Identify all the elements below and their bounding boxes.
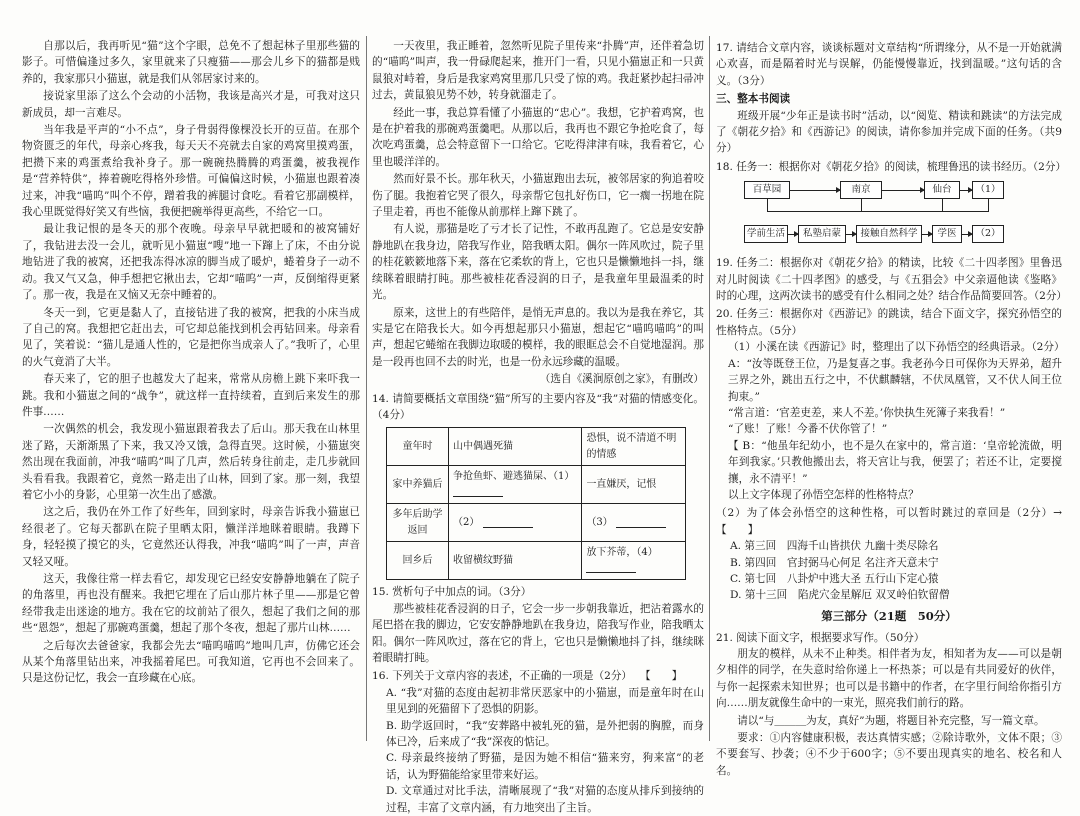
option-d: D. 文章通过对比手法，清晰展现了“我”对猫的态度从排斥到接纳的过程，丰富了文章内涵，有力地突出了主旨。 xyxy=(386,785,704,814)
flow-connector xyxy=(942,199,943,211)
answer-blank[interactable] xyxy=(449,504,582,542)
question-14: 14. 请简要概括文章围绕“猫”所写的主要内容及“我”对猫的情感变化。（4分） xyxy=(372,392,704,421)
table-cell: 回乡后 xyxy=(387,542,449,580)
table-cell-text: （2） xyxy=(453,517,480,529)
flow-arrow xyxy=(962,234,972,235)
paragraph: 春天来了，它的胆子也越发大了起来，常常从房檐上跳下来吓我一跳。我和小猫崽之间的“战争”，就这样一直持续着，直到后来发生的那件事…… xyxy=(22,373,360,418)
option-a: A. “我”对猫的态度由起初非常厌恶家中的小猫崽，而是童年时在山里见到的死猫留下了恐惧的阴影。 xyxy=(386,686,704,716)
flow-arrow xyxy=(790,190,840,191)
blank-line xyxy=(616,518,666,528)
table-cell: 收留横纹野猫 xyxy=(449,542,582,580)
table-cell: 多年后助学返回 xyxy=(387,504,449,542)
flow-arrow xyxy=(846,234,856,235)
reading-column-middle xyxy=(372,38,704,814)
flow-connector xyxy=(861,199,862,211)
flow-box: 接触自然科学 xyxy=(856,225,922,243)
option-d: D. 第十三回 陷虎穴金星解厄 双叉岭伯钦留僧 xyxy=(730,589,950,602)
table-cell: 童年时 xyxy=(387,428,449,466)
option-c: C. 第七回 八卦炉中逃大圣 五行山下定心猿 xyxy=(730,572,939,585)
flow-arrow xyxy=(960,190,972,191)
flow-arrow xyxy=(882,190,924,191)
question-14-table xyxy=(386,427,686,580)
table-row xyxy=(387,542,686,580)
paragraph: 自那以后，我再听见“猫”这个字眼，总免不了想起林子里那些猫的影子。可惜偏逢过多久，家里就来了只瘦猫——那会儿乡下的猫都是贱养的，我家那只小猫崽，就是我们从邻居家讨来的。 xyxy=(22,40,360,85)
blank-line xyxy=(453,487,503,497)
quote-a-line: “了账！了账！今番不伏你管了！” xyxy=(728,423,888,436)
table-row xyxy=(387,466,686,504)
option-c: C. 母亲最终接纳了野猫，是因为她不相信“猫来穷，狗来富”的老话，认为野猫能给家里带来好运。 xyxy=(386,752,704,781)
writing-task: 请以“与＿＿＿为友，真好”为题，将题目补充完整，写一篇文章。 xyxy=(737,714,1045,727)
question-20-part-1-prompt: 以上文字体现了孙悟空怎样的性格特点？ xyxy=(728,488,919,501)
paragraph: 原来，这世上的有些陪伴，是悄无声息的。我以为是我在养它，其实是它在陪我长大。如今再想起那只小猫崽，想起它“喵呜喵呜”的叫声，想起它蜷缩在我脚边取暖的模样，我的眼眶总会不自觉地湿润。那是一段再也回不去的时光，也是一份永远珍藏的温暖。 xyxy=(372,306,704,368)
table-cell: 山中偶遇死猫 xyxy=(449,428,582,466)
flow-connector xyxy=(767,199,768,211)
flow-box: 仙台 xyxy=(924,181,960,199)
answer-box[interactable]: （1） xyxy=(972,181,1004,199)
table-cell-text: 放下芥蒂，（4） xyxy=(586,547,658,559)
paragraph: 然而好景不长。那年秋天，小猫崽跑出去玩，被邻居家的狗追着咬伤了腿。我抱着它哭了很久，母亲帮它包扎好伤口，它一瘸一拐地在院子里走着，再也不能像从前那样上蹿下跳了。 xyxy=(372,173,704,219)
table-cell: 一直嫌厌，记恨 xyxy=(582,466,686,504)
flow-box: 南京 xyxy=(840,181,882,199)
paragraph: 这天，我像往常一样去看它，却发现它已经安安静静地躺在了院子的角落里，再也没有醒来。我把它埋在了后山那片林子里——那是它曾经带我走出迷途的地方。我在它的坟前站了很久，想起了我们之间的那些“恩怨”，想起了那碗鸡蛋羹，想起了那个冬夜，想起了那片山林…… xyxy=(22,573,360,635)
question-19: 19. 任务二：根据你对《朝花夕拾》的精读，比较《二十四孝图》里鲁迅对儿时阅读《二十四孝图》的感受，与《五猖会》中父亲逼他读《鉴略》时的心理，这两次读书的感受有什么相同之处？结合作品简要回答。（2分） xyxy=(716,257,1068,303)
question-20: 20. 任务三：根据你对《西游记》的跳读，结合下面文字，探究孙悟空的性格特点。（5分） xyxy=(716,308,1062,337)
question-18: 18. 任务一：根据你对《朝花夕拾》的阅读，梳理鲁迅的读书经历。（2分） xyxy=(716,160,1067,173)
paragraph: 一次偶然的机会，我发现小猫崽跟着我去了后山。那天我在山林里迷了路，天渐渐黑了下来，我又冷又饿，急得直哭。这时候，小猫崽突然出现在我面前，冲我“喵呜”叫了几声，然后转身往前走，走几步就回头看看我。我跟着它，竟然一路走出了山林，回到了家。那一刻，我望着它小小的身影，心里第一次生出了感激。 xyxy=(22,423,360,501)
paragraph: 一天夜里，我正睡着，忽然听见院子里传来“扑腾”声，还伴着急切的“喵呜”叫声，我一骨碌爬起来，推开门一看，只见小猫崽正和一只黄鼠狼对峙着，身后是我家鸡窝里那几只受了惊的鸡。我赶紧抄起扫帚冲过去，黄鼠狼见势不妙，转身就溜走了。 xyxy=(372,40,704,102)
table-cell: 恐惧，说不清道不明的情感 xyxy=(582,428,686,466)
answer-blank[interactable] xyxy=(582,542,686,580)
question-16 xyxy=(372,668,704,684)
answer-blank[interactable] xyxy=(449,466,582,504)
question-20-part-2: （2）为了体会孙悟空的这种性格，可以暂时跳过的章回是（2分）→【 】 xyxy=(716,507,1062,536)
question-15: 15. 赏析句子中加点的词。（3分） xyxy=(372,586,532,599)
question-column-right xyxy=(716,38,1068,777)
section-intro: 班级开展“少年正是读书时”活动，以“阅览、精读和跳读”的方法完成了《朝花夕拾》和《西游记》的阅读，请你参加并完成下面的任务。（共9分） xyxy=(716,109,1062,155)
column-divider xyxy=(366,36,367,741)
table-row xyxy=(387,428,686,466)
quote-a: A：“汝等既登王位，乃是复喜之事。我老孙今日可保你为天界弟，超升三界之外，跳出五行之中，不伏麒麟辖，不伏凤凰管，又不伏人间王位拘束。” xyxy=(728,357,1062,403)
section-heading: 三、整本书阅读 xyxy=(716,93,791,106)
table-row xyxy=(387,504,686,542)
flow-box: 私塾启蒙 xyxy=(798,225,846,243)
question-16-stem: 16. 下列关于文章内容的表述，不正确的一项是（2分） xyxy=(372,670,633,683)
flow-arrow xyxy=(788,234,798,235)
flow-box: 百草园 xyxy=(744,181,790,199)
option-b: B. 助学返回时，“我”安葬路中被轧死的猫，是外把弱的胸膛，而身体已冷，后来成了“我”深夜的惦记。 xyxy=(386,719,704,748)
flow-connector xyxy=(767,211,989,212)
paragraph: 当年我是平声的“小不点”，身子骨弱得像棵没长开的豆苗。在那个物资匮乏的年代，母亲心疼我，每天天不亮就去自家的鸡窝里摸鸡蛋，把攒下来的鸡蛋煮给我补身子。那一碗碗热腾腾的鸡蛋羹，被我视作是“营养特供”，捧着碗吃得格外珍惜。可偏偏这时候，小猫崽也跟着凑过来，冲我“喵呜”叫个不停，蹭着我的裤腿讨食吃。看着它那副模样，我心里既觉得好笑又有些恼，我便把碗举得更高些，不给它一口。 xyxy=(22,124,360,219)
writing-requirements: 要求：①内容健康积极，表达真情实感；②除诗歌外，文体不限；③不要套写、抄袭；④不少于600字；⑤不要出现真实的地名、校名和人名。 xyxy=(716,732,1062,777)
table-cell: 家中养猫后 xyxy=(387,466,449,504)
paragraph: 最让我记恨的是冬天的那个夜晚。母亲早早就把暖和的被窝铺好了，我钻进去没一会儿，就听见小猫崽“嗖”地一下蹿上了床，不由分说地钻进了我的被窝，还把我冻得冰凉的脚当成了暖炉，蜷着身子一动不动。我又气又急，伸手想把它揪出去，它却“喵呜”一声，反倒缩得更紧了。那一夜，我是在又恼又无奈中睡着的。 xyxy=(22,223,360,302)
paragraph: 之后每次去爸爸家，我都会先去“喵呜喵呜”地叫几声，仿佛它还会从某个角落里钻出来，冲我摇着尾巴。可我知道，它再也不会回来了。只是这份记忆，我会一直珍藏在心底。 xyxy=(22,639,360,685)
part-three-heading: 第三部分（21题 50分） xyxy=(821,608,957,623)
quote-b xyxy=(716,438,1062,487)
question-15-text: 那些被桂花香浸润的日子，它会一步一步朝我靠近，把沾着露水的尾巴搭在我的脚边，它安安静静地趴在我身边，陪我写作业，陪我晒太阳。偶尔一阵风吹过，落在它的背上，它也只是懒懒地抖了抖，继续眯着眼睛打盹。 xyxy=(372,602,704,664)
quote-b-text: B：“他虽年纪幼小，也不是久在家中的，常言道：‘皇帝轮流做，明年到我家。’只教他搬出去，将天宫让与我，便罢了；若还不让，定要搅攘，永不清平！” xyxy=(728,439,1062,485)
blank-line xyxy=(483,518,533,528)
paragraph: 经此一事，我总算看懂了小猫崽的“忠心”。我想，它护着鸡窝，也是在护着我的那碗鸡蛋羹吧。从那以后，我再也不跟它争抢吃食了，每次吃鸡蛋羹，总会特意留下一口给它。它吃得津津有味，我看着它，心里也暖洋洋的。 xyxy=(372,106,704,168)
flow-box: 学前生活 xyxy=(744,225,788,243)
answer-bracket[interactable]: 【 】 xyxy=(640,670,683,683)
flow-arrow xyxy=(922,234,932,235)
answer-bracket[interactable]: 【 xyxy=(728,439,739,452)
paragraph: 这之后，我仍在外工作了好些年，回到家时，母亲告诉我小猫崽已经很老了。它每天都趴在院子里晒太阳，懒洋洋地眯着眼睛。我蹲下身，轻轻摸了摸它的头，它竟然还认得我，冲我“喵呜”叫了一声，声音又轻又哑。 xyxy=(22,506,360,568)
question-17: 17. 请结合文章内容，谈谈标题对文章结构“所谓缘分，从不是一开始就满心欢喜，而是隔着时光与误解，仍能慢慢靠近，找到温暖。”这句话的含义。（3分） xyxy=(716,42,1062,87)
writing-prompt: 朋友的模样，从未不止种类。相伴者为友，相知者为友——可以是朝夕相伴的同学，在失意时给你递上一杯热茶；可以是有共同爱好的伙伴，与你一起探索未知世界；也可以是书籍中的作者，在字里行间给你指引方向……朋友就像生命中的一束光，照亮我们前行的路。 xyxy=(716,648,1062,710)
answer-box[interactable]: （2） xyxy=(972,225,1004,243)
article-source: （选自《溪涧原创之家》，有删改） xyxy=(539,373,704,386)
flow-box: 学医 xyxy=(932,225,962,243)
answer-blank[interactable] xyxy=(582,504,686,542)
column-divider xyxy=(709,36,710,741)
table-cell-text: （3） xyxy=(586,517,613,529)
table-cell-text: 争抢鱼虾、避逃猫屎、（1） xyxy=(453,471,575,483)
paragraph: 有人说，那猫是吃了亏才长了记性，不敢再乱跑了。它总是安安静静地趴在我身边，陪我写作业，陪我晒太阳。偶尔一阵风吹过，院子里的桂花簌簌地落下来，落在它柔软的背上，它也只是懒懒地抖一抖，继续眯着眼睛打盹。那些被桂花香浸润的日子，是我童年里最温柔的时光。 xyxy=(372,223,704,302)
blank-line xyxy=(586,563,636,573)
paragraph: 冬天一到，它更是黏人了，直接钻进了我的被窝，把我的小床当成了自己的窝。我想把它赶出去，可它却总能找到机会再钻回来。母亲看见了，笑着说：“猫儿是通人性的，它是把你当成亲人了。”我听了，心里的火气竟消了大半。 xyxy=(22,306,360,368)
question-21: 21. 阅读下面文字，根据要求写作。（50分） xyxy=(716,631,925,644)
option-b: B. 第四回 官封弼马心何足 名注齐天意未宁 xyxy=(730,556,939,569)
question-20-part-1: （1）小溪在读《西游记》时，整理出了以下孙悟空的经典语录。（2分） xyxy=(728,341,1065,354)
option-a: A. 第三回 四海千山皆拱伏 九幽十类尽除名 xyxy=(730,540,939,553)
paragraph: 接说家里添了这么个会动的小活物，我该是高兴才是，可我对这只新成员，却一言难尽。 xyxy=(22,90,360,119)
quote-a-line: “常言道：‘官差吏差，来人不差。’你快执生死簿子来我看！” xyxy=(728,406,1006,419)
flow-connector xyxy=(988,199,989,211)
reading-column-left xyxy=(22,38,360,739)
reading-flowchart xyxy=(744,179,1001,251)
